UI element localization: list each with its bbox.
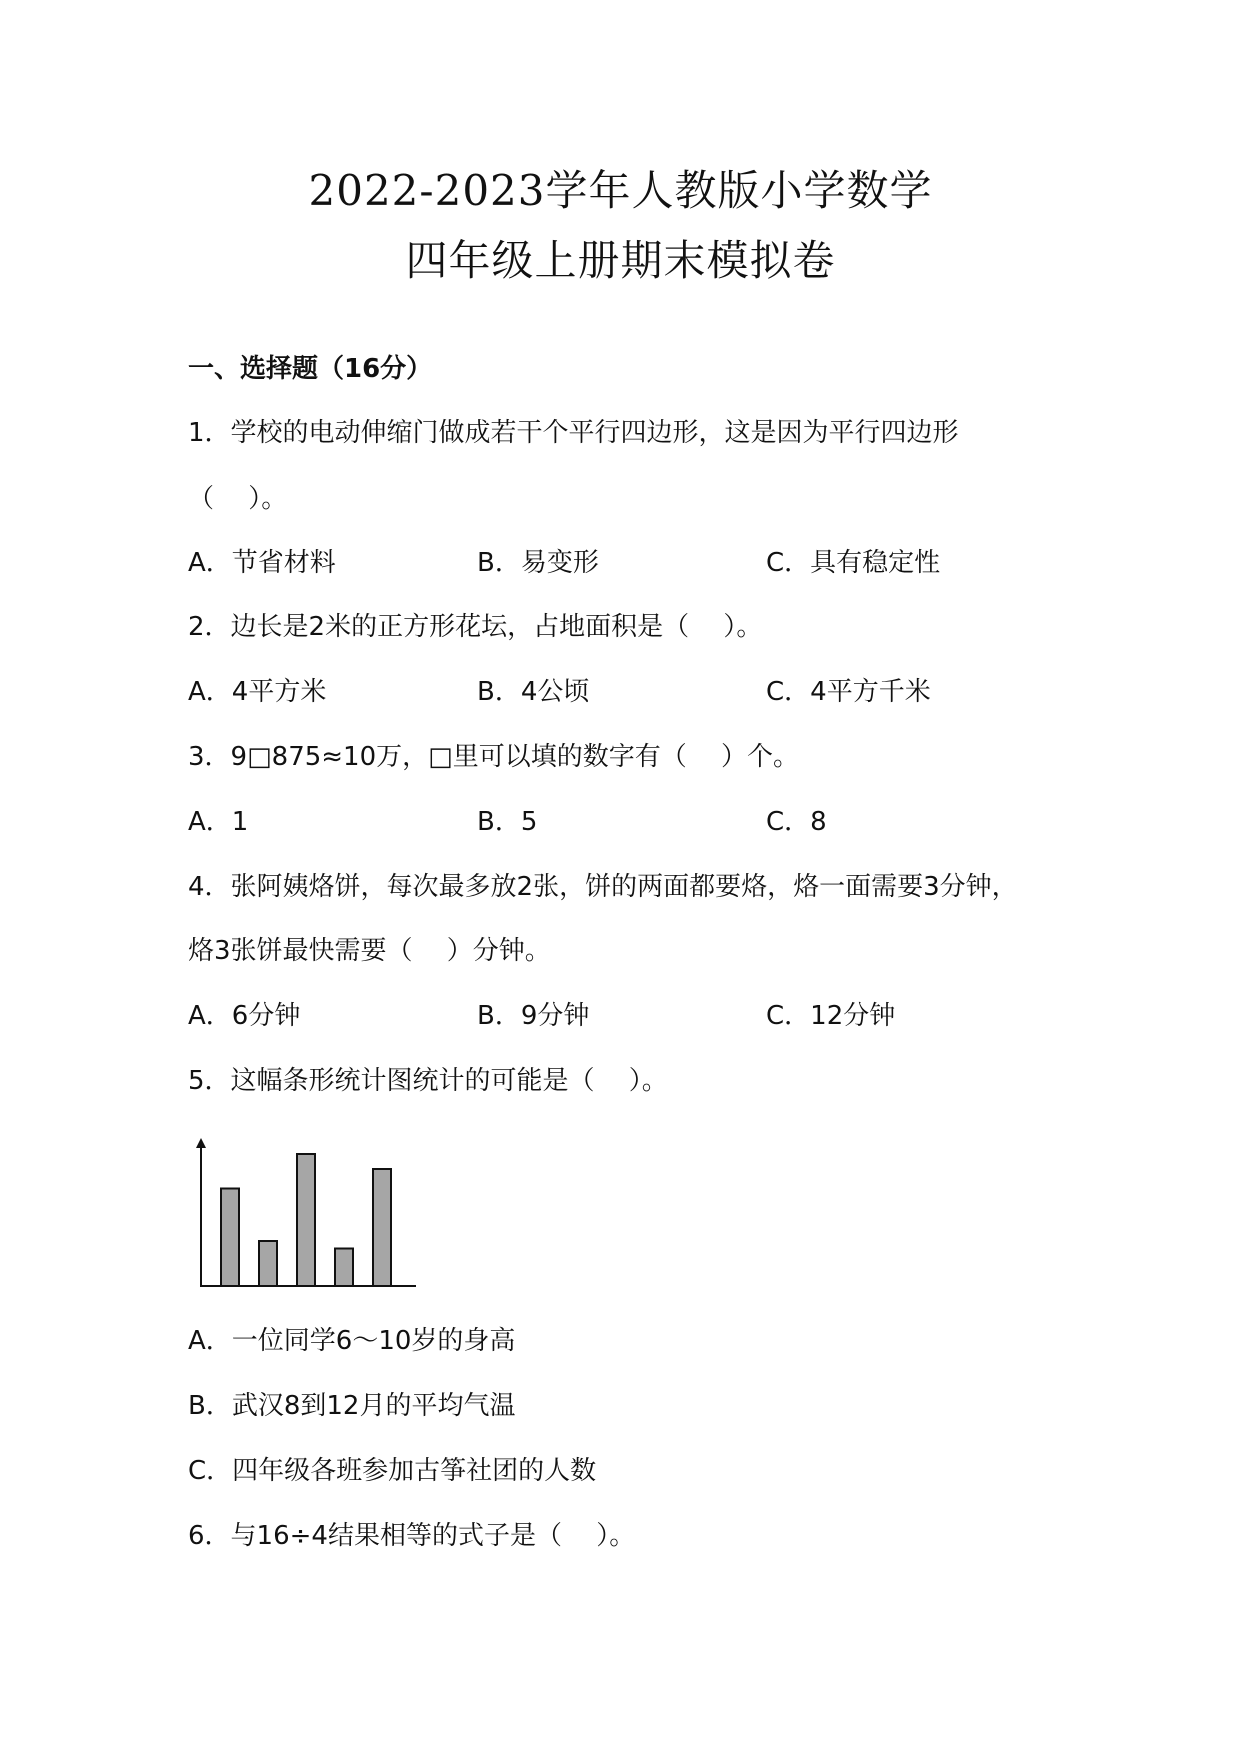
question-4-stem-cont: 烙3张饼最快需要（ ）分钟。 bbox=[188, 936, 551, 966]
question-3-stem: 3．9□875≈10万，□里可以填的数字有（ ）个。 bbox=[188, 742, 799, 772]
section-heading-multiple-choice: 一、选择题（16分） bbox=[188, 354, 433, 384]
chart-bar-5 bbox=[373, 1169, 391, 1286]
bar-chart bbox=[188, 1136, 418, 1296]
question-1-option-b[interactable]: B．易变形 bbox=[477, 548, 599, 578]
bar-chart-bars bbox=[221, 1154, 391, 1286]
question-1-option-a[interactable]: A．节省材料 bbox=[188, 548, 336, 578]
question-6-stem: 6．与16÷4结果相等的式子是（ ）。 bbox=[188, 1521, 636, 1551]
question-4-option-c[interactable]: C．12分钟 bbox=[766, 1001, 896, 1031]
question-1-option-c[interactable]: C．具有稳定性 bbox=[766, 548, 941, 578]
question-3-option-b[interactable]: B．5 bbox=[477, 807, 538, 837]
chart-bar-1 bbox=[221, 1189, 239, 1287]
question-5-option-b[interactable]: B．武汉8到12月的平均气温 bbox=[188, 1391, 516, 1421]
question-2-option-c[interactable]: C．4平方千米 bbox=[766, 677, 931, 707]
chart-y-axis-arrow bbox=[196, 1138, 206, 1148]
question-2-option-a[interactable]: A．4平方米 bbox=[188, 677, 327, 707]
question-1-stem: 1．学校的电动伸缩门做成若干个平行四边形，这是因为平行四边形 bbox=[188, 418, 959, 448]
question-5-option-c[interactable]: C．四年级各班参加古筝社团的人数 bbox=[188, 1456, 597, 1486]
question-5-option-a[interactable]: A．一位同学6～10岁的身高 bbox=[188, 1326, 516, 1356]
question-4-stem: 4．张阿姨烙饼，每次最多放2张，饼的两面都要烙，烙一面需要3分钟， bbox=[188, 872, 1018, 902]
question-3-option-c[interactable]: C．8 bbox=[766, 807, 827, 837]
question-2-stem: 2．边长是2米的正方形花坛，占地面积是（ ）。 bbox=[188, 612, 763, 642]
question-2-option-b[interactable]: B．4公顷 bbox=[477, 677, 590, 707]
question-4-option-b[interactable]: B．9分钟 bbox=[477, 1001, 590, 1031]
chart-bar-4 bbox=[335, 1249, 353, 1287]
chart-bar-3 bbox=[297, 1154, 315, 1286]
exam-title-line2: 四年级上册期末模拟卷 bbox=[405, 236, 836, 285]
exam-title-line1: 2022-2023学年人教版小学数学 bbox=[308, 166, 933, 215]
question-3-option-a[interactable]: A．1 bbox=[188, 807, 249, 837]
chart-bar-2 bbox=[259, 1241, 277, 1286]
question-4-option-a[interactable]: A．6分钟 bbox=[188, 1001, 301, 1031]
question-1-stem-cont: （ ）。 bbox=[188, 484, 288, 514]
question-5-stem: 5．这幅条形统计图统计的可能是（ ）。 bbox=[188, 1066, 668, 1096]
